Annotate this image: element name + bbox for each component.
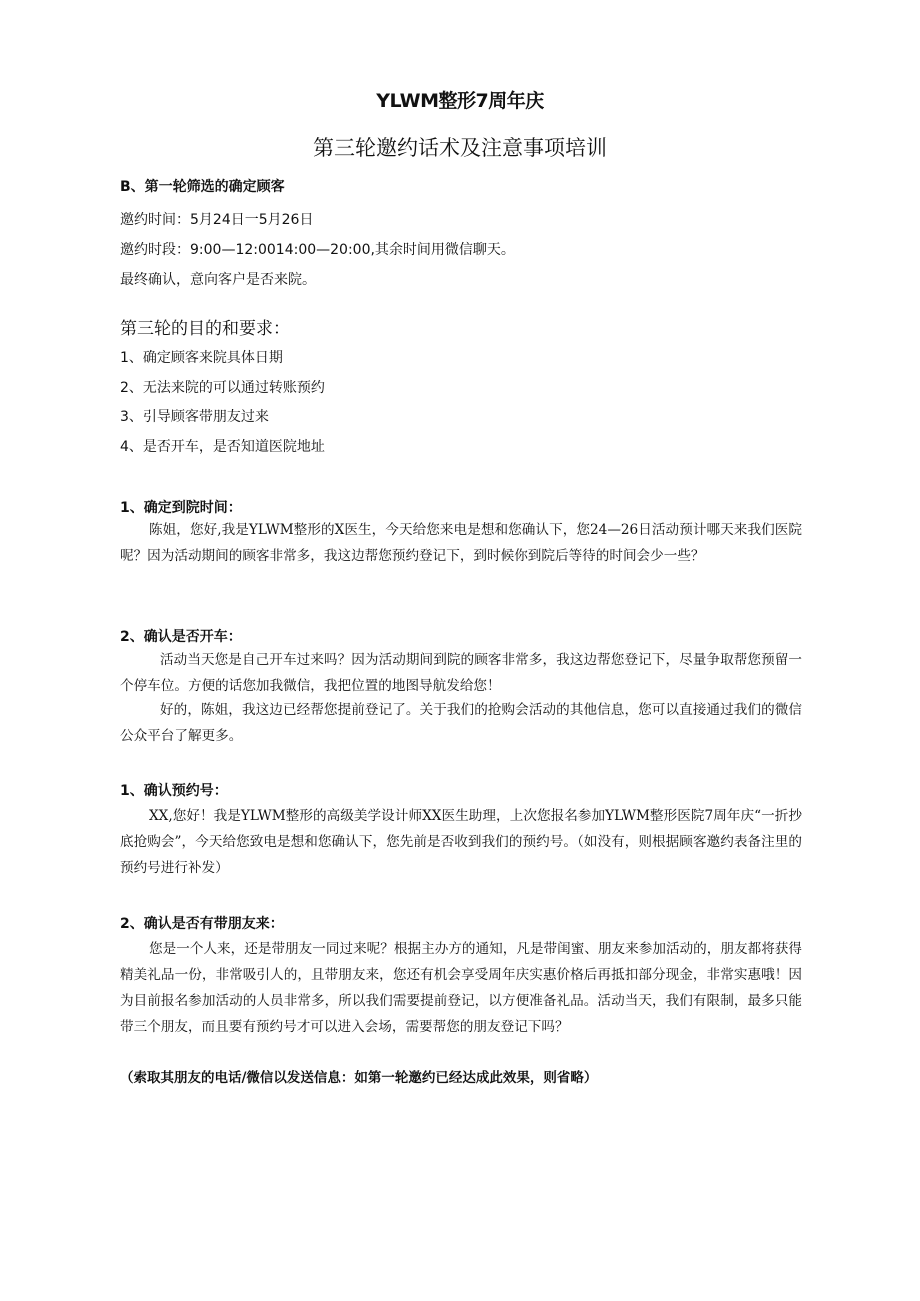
purpose-item: 1、确定顾客来院具体日期 [120, 350, 283, 366]
invite-time-line: 邀约时间：5月24日一5月26日 [120, 212, 314, 228]
final-confirm-line: 最终确认，意向客户是否来院。 [120, 272, 316, 288]
script-paragraph-booking-number: XX,您好！我是YLWM整形的高级美学设计师XX医生助理，上次您报名参加YLWM整形医院7周年庆“一折抄底抢购会”，今天给您致电是想和您确认下，您先前是否收到我们的预约号。（如没有，则根据顾客邀约表备注里的预约号进行补发） [120, 808, 802, 876]
purpose-heading: 第三轮的目的和要求： [120, 319, 290, 339]
purpose-item: 3、引导顾客带朋友过来 [120, 409, 269, 425]
script-paragraph-driving: 活动当天您是自己开车过来吗？因为活动期间到院的顾客非常多，我这边帮您登记下，尽量争取帮您预留一个停车位。方便的话您加我微信，我把位置的地图导航发给您！ [120, 652, 802, 694]
purpose-item: 2、无法来院的可以通过转账预约 [120, 380, 325, 396]
document-subtitle: 第三轮邀约话术及注意事项培训 [313, 136, 607, 160]
section-b-heading: B、第一轮筛选的确定顾客 [120, 179, 285, 195]
purpose-item: 4、是否开车，是否知道医院地址 [120, 439, 325, 455]
document-title: YLWM整形7周年庆 [376, 90, 544, 112]
section-heading-arrival-time: 1、确定到院时间： [120, 500, 242, 516]
script-paragraph-arrival-time: 陈姐，您好,我是YLWM整形的X医生，今天给您来电是想和您确认下，您24—26日活动预计哪天来我们医院呢？因为活动期间的顾客非常多，我这边帮您预约登记下，到时候你到院后等待的时间会少一些？ [120, 522, 802, 564]
section-heading-friends: 2、确认是否有带朋友来： [120, 916, 284, 932]
script-paragraph-friends: 您是一个人来，还是带朋友一同过来呢？根据主办方的通知，凡是带闺蜜、朋友来参加活动的，朋友都将获得精美礼品一份，非常吸引人的，且带朋友来，您还有机会享受周年庆实惠价格后再抵扣部分现金，非常实惠哦！因为目前报名参加活动的人员非常多，所以我们需要提前登记，以方便准备礼品。活动当天，我们有限制，最多只能带三个朋友，而且要有预约号才可以进入会场，需要帮您的朋友登记下吗？ [120, 941, 802, 1035]
section-heading-driving: 2、确认是否开车： [120, 629, 242, 645]
script-paragraph-registered: 好的，陈姐，我这边已经帮您提前登记了。关于我们的抢购会活动的其他信息，您可以直接通过我们的微信公众平台了解更多。 [120, 702, 802, 744]
friends-note: （索取其朋友的电话/微信以发送信息：如第一轮邀约已经达成此效果，则省略） [120, 1070, 598, 1086]
invite-period-line: 邀约时段：9:00—12:0014:00—20:00,其余时间用微信聊天。 [120, 242, 515, 258]
section-heading-booking-number: 1、确认预约号： [120, 783, 228, 799]
